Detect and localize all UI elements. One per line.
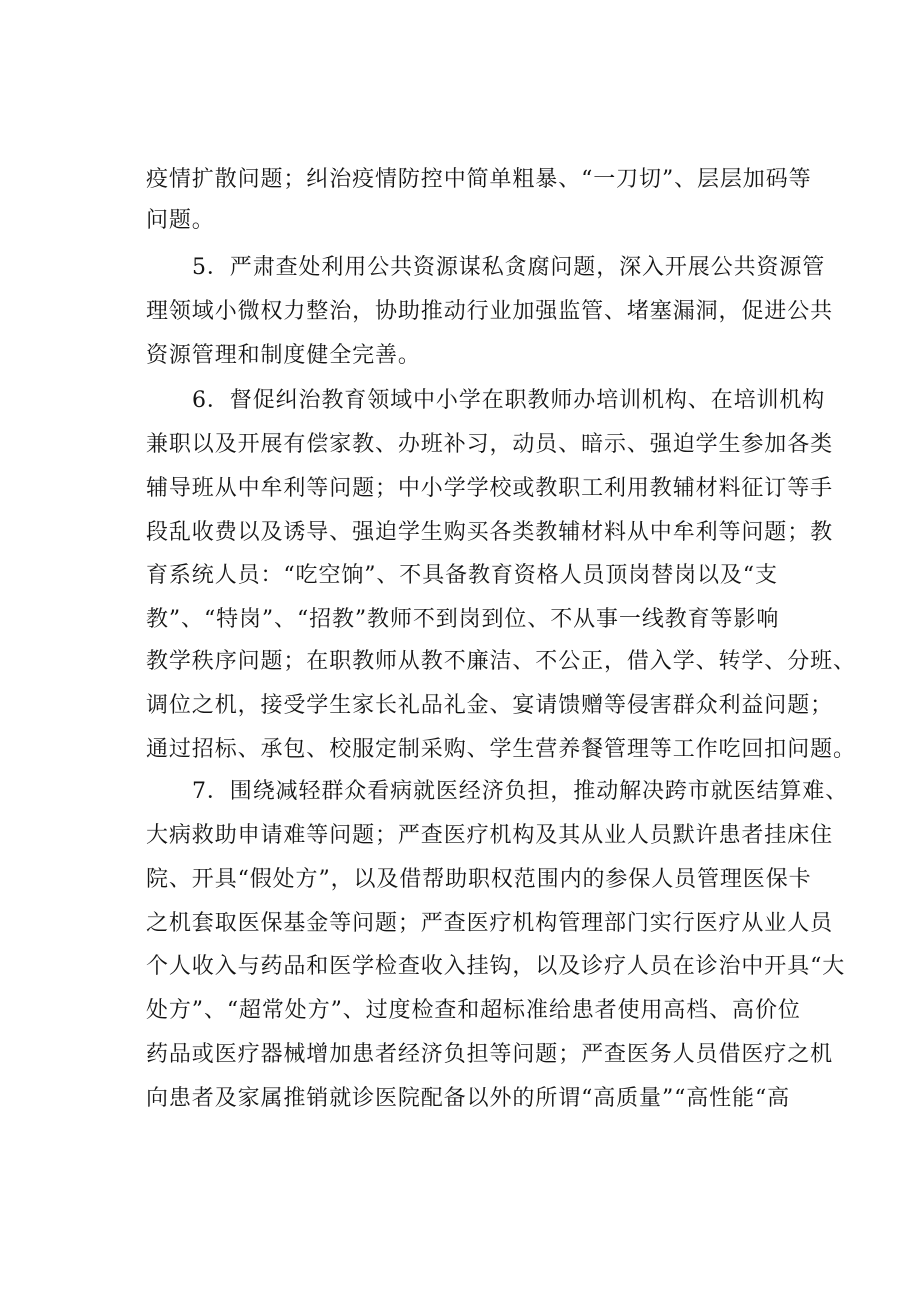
text-line: 大病救助申请难等问题；严查医疗机构及其从业人员默许患者挂床住 bbox=[146, 823, 834, 848]
text-line: 育系统人员：“吃空饷”、不具备教育资格人员顶岗替岗以及“支 bbox=[146, 563, 778, 588]
paragraph-5-first-line: 5．严肃查处利用公共资源谋私贪腐问题，深入开展公共资源管 bbox=[192, 255, 826, 280]
text-line: 疫情扩散问题；纠治疫情防控中简单粗暴、“一刀切”、层层加码等 bbox=[146, 167, 812, 192]
paragraph-7-first-line: 7．围绕减轻群众看病就医经济负担，推动解决跨市就医结算难、 bbox=[192, 779, 849, 804]
text-line: 资源管理和制度健全完善。 bbox=[146, 343, 421, 368]
text-line: 个人收入与药品和医学检查收入挂钩，以及诊疗人员在诊治中开具“大 bbox=[146, 954, 846, 979]
text-line: 教学秩序问题；在职教师从教不廉洁、不公正，借入学、转学、分班、 bbox=[146, 649, 856, 674]
text-line: 药品或医疗器械增加患者经济负担等问题；严查医务人员借医疗之机 bbox=[146, 1042, 834, 1067]
text-line: 处方”、“超常处方”、过度检查和超标准给患者使用高档、高价位 bbox=[146, 998, 801, 1023]
text-line: 辅导班从中牟利等问题；中小学学校或教职工利用教辅材料征订等手 bbox=[146, 476, 834, 501]
text-line: 问题。 bbox=[146, 208, 215, 233]
text-line: 段乱收费以及诱导、强迫学生购买各类教辅材料从中牟利等问题；教 bbox=[146, 520, 834, 545]
text-line: 兼职以及开展有偿家教、办班补习，动员、暗示、强迫学生参加各类 bbox=[146, 432, 834, 457]
text-line: 向患者及家属推销就诊医院配备以外的所谓“高质量”“高性能“高 bbox=[146, 1086, 790, 1111]
text-line: 调位之机，接受学生家长礼品礼金、宴请馈赠等侵害群众利益问题； bbox=[146, 693, 834, 718]
text-line: 理领域小微权力整治，协助推动行业加强监管、堵塞漏洞，促进公共 bbox=[146, 299, 834, 324]
text-line: 之机套取医保基金等问题；严查医疗机构管理部门实行医疗从业人员 bbox=[146, 911, 834, 936]
text-line: 教”、“特岗”、“招教”教师不到岗到位、不从事一线教育等影响 bbox=[146, 607, 780, 632]
text-line: 院、开具“假处方”，以及借帮助职权范围内的参保人员管理医保卡 bbox=[146, 867, 812, 892]
text-line: 通过招标、承包、校服定制采购、学生营养餐管理等工作吃回扣问题。 bbox=[146, 737, 856, 762]
paragraph-6-first-line: 6．督促纠治教育领域中小学在职教师办培训机构、在培训机构 bbox=[192, 388, 826, 413]
